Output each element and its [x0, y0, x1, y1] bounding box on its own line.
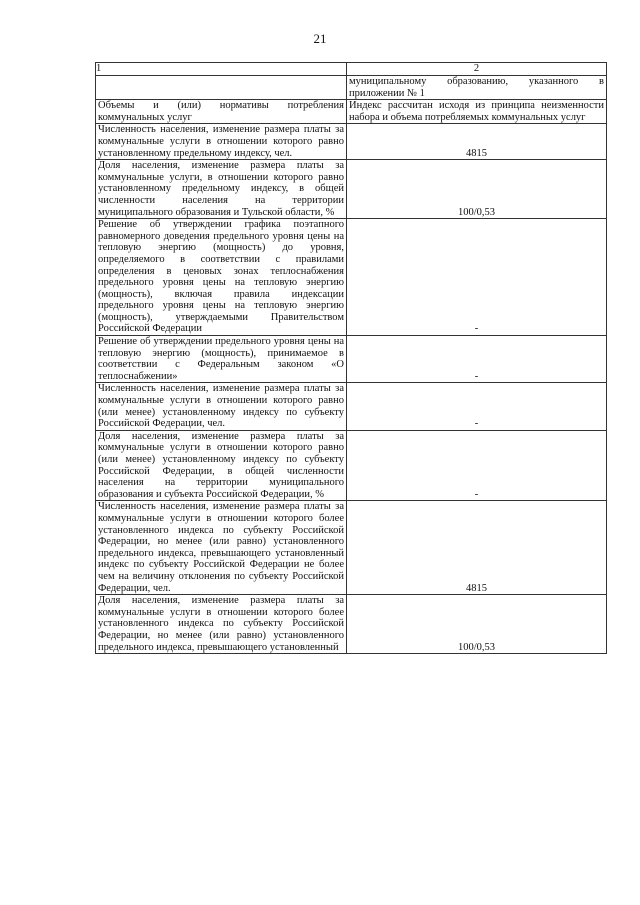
column-header-1: 1	[96, 63, 347, 76]
row-label: Численность населения, изменение размера платы за коммунальные услуги в отношении которого равно установленному предельному индексу, чел.	[96, 124, 347, 160]
row-label: Доля населения, изменение размера платы за коммунальные услуги в отношении которого более установленного индекса по субъекту Российской Федерации, но менее (или равно) установленного предельного индекса, превышающего установленный	[96, 595, 347, 654]
table-row	[96, 160, 607, 219]
table-row	[96, 595, 607, 654]
table-row	[96, 76, 607, 100]
row-value: Индекс рассчитан исходя из принципа неизменности набора и объема потребляемых коммунальных услуг	[347, 100, 607, 124]
table-row	[96, 100, 607, 124]
row-value: -	[347, 219, 607, 336]
row-label	[96, 76, 347, 100]
row-label: Численность населения, изменение размера платы за коммунальные услуги в отношении которого равно (или менее) установленному индексу по субъекту Российской Федерации, чел.	[96, 383, 347, 430]
table-row	[96, 501, 607, 595]
row-label: Решение об утверждении графика поэтапного равномерного доведения предельного уровня цены на тепловую энергию (мощность) до уровня, определяемого в соответствии с правилами определения в ценовых зонах теплоснабжения предельного уровня цены на тепловую энергию (мощность), включая правила индексации предельного уровня цены на тепловую энергию (мощность), утверждаемыми Правительством Российской Федерации	[96, 219, 347, 336]
row-value: -	[347, 430, 607, 501]
row-value: 4815	[347, 501, 607, 595]
table-row	[96, 430, 607, 501]
row-value: -	[347, 336, 607, 383]
table-header-row	[96, 63, 607, 76]
row-label: Численность населения, изменение размера платы за коммунальные услуги в отношении которого более установленного индекса по субъекту Российской Федерации, но менее (или равно) установленного предельного индекса, превышающего установленный индекс по субъекту Российской Федерации не более чем на величину отклонения по субъекту Российской Федерации, чел.	[96, 501, 347, 595]
row-value: -	[347, 383, 607, 430]
column-header-2: 2	[347, 63, 607, 76]
page-number: 21	[313, 31, 327, 46]
data-table	[95, 62, 607, 654]
table-row	[96, 336, 607, 383]
table-row	[96, 219, 607, 336]
row-value: 4815	[347, 124, 607, 160]
row-label: Доля населения, изменение размера платы за коммунальные услуги, в отношении которого равно установленному предельному индексу, в общей численности населения на территории муниципального образования и Тульской области, %	[96, 160, 347, 219]
row-value: 100/0,53	[347, 160, 607, 219]
table-row	[96, 124, 607, 160]
row-value: 100/0,53	[347, 595, 607, 654]
row-label: Объемы и (или) нормативы потребления коммунальных услуг	[96, 100, 347, 124]
row-value: муниципальному образованию, указанного в приложении № 1	[347, 76, 607, 100]
row-label: Доля населения, изменение размера платы за коммунальные услуги в отношении которого равно (или менее) установленному индексу по субъекту Российской Федерации, в общей численности населения на территории муниципального образования и субъекта Российской Федерации, %	[96, 430, 347, 501]
row-label: Решение об утверждении предельного уровня цены на тепловую энергию (мощность), принимаемое в соответствии с Федеральным законом «О теплоснабжении»	[96, 336, 347, 383]
table-row	[96, 383, 607, 430]
